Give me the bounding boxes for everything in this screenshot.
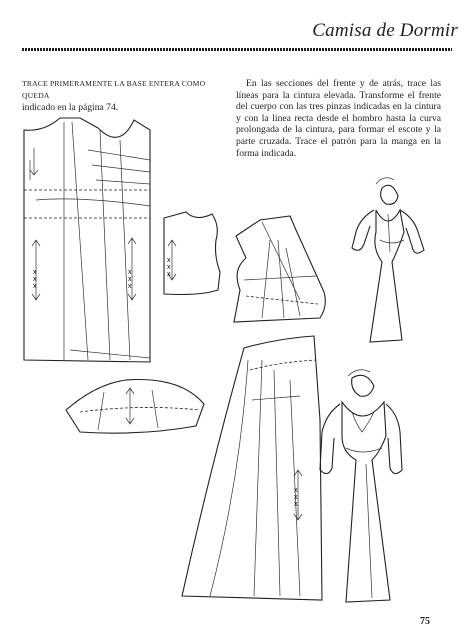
left-instruction-line2: indicado en la página 74.: [22, 102, 119, 113]
svg-text:x: x: [294, 501, 298, 508]
fashion-figure-top: [352, 178, 424, 342]
svg-text:x: x: [294, 494, 298, 501]
back-bodice-piece: [164, 212, 220, 295]
svg-text:x: x: [128, 269, 132, 276]
sleeve-piece: [66, 380, 204, 434]
svg-text:x: x: [167, 271, 171, 278]
front-bodice-piece: [234, 216, 325, 322]
right-instruction: En las secciones del frente y de atrás, trace las líneas para la cintura elevada. Transforme el frente del cuerpo con las tres pinzas indicadas en la cintura y con la línea recta desde el hombro hasta la curva prolongada de la cintura, para formar el escote y la parte cruzada. Trace el patrón para la manga en la forma indicada.: [236, 78, 441, 159]
svg-text:x: x: [294, 487, 298, 494]
svg-text:x: x: [128, 276, 132, 283]
skirt-piece: [182, 336, 322, 600]
page-number: 75: [420, 616, 430, 627]
left-instruction-caps: TRACE PRIMERAMENTE LA BASE ENTERA COMO QUEDA: [22, 79, 206, 100]
page-title: Camisa de Dormir: [312, 20, 458, 41]
svg-text:x: x: [128, 283, 132, 290]
svg-text:x: x: [33, 269, 37, 276]
base-pattern: [24, 118, 150, 362]
svg-text:x: x: [33, 276, 37, 283]
fashion-figure-bottom: [320, 370, 402, 602]
svg-text:x: x: [167, 264, 171, 271]
svg-text:x: x: [167, 257, 171, 264]
svg-text:x: x: [33, 283, 37, 290]
